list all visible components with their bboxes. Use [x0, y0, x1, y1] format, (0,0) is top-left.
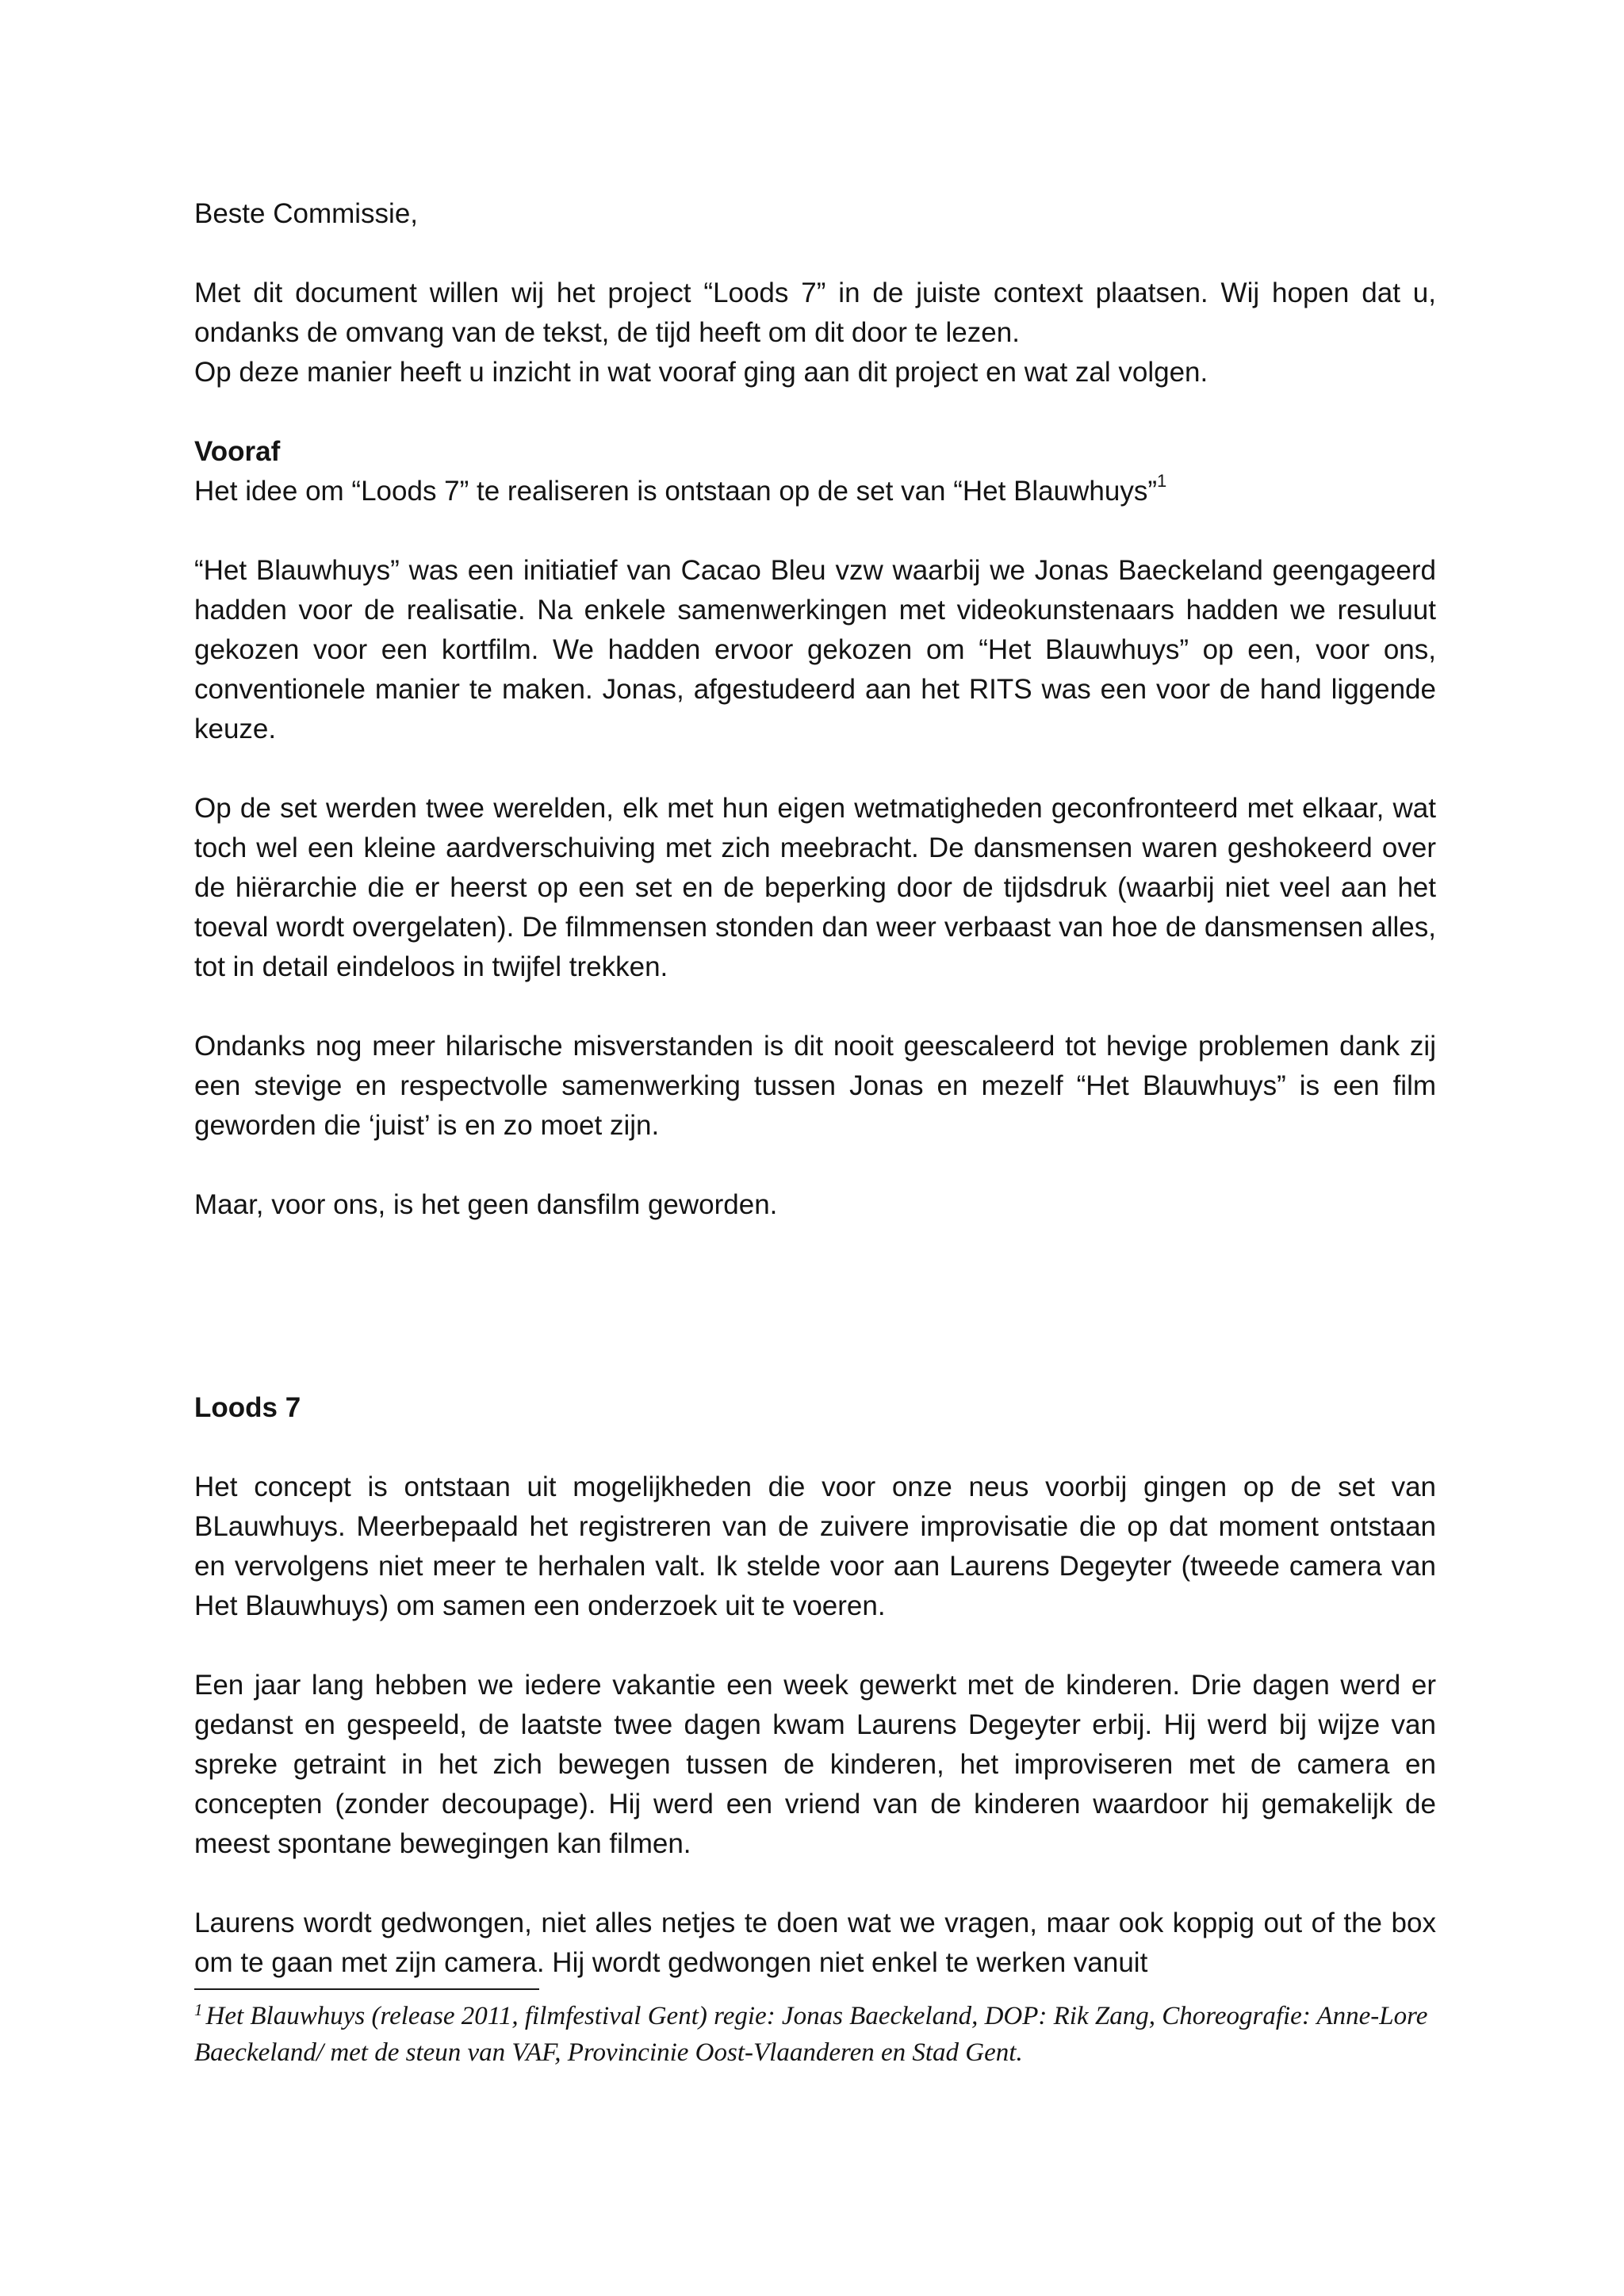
- intro-paragraph-continuation: Op deze manier heeft u inzicht in wat vooraf ging aan dit project en wat zal volgen.: [194, 357, 1208, 388]
- loods7-paragraph: Een jaar lang hebben we iedere vakantie een week gewerkt met de kinderen. Drie dagen werd er gedanst en gespeeld, de laatste twee dagen kwam Laurens Degeyter erbij. Hij werd bij wijze van spreke getraint in het zich bewegen tussen de kinderen, het improviseren met de camera en concepten (zonder decoupage). Hij werd een vriend van de kinderen waardoor hij gemakelijk de meest spontane bewegingen kan filmen.: [194, 1670, 1436, 1859]
- footnote-divider: [194, 1988, 539, 1990]
- intro-paragraph: Met dit document willen wij het project “Loods 7” in de juiste context plaatsen. Wij hopen dat u, ondanks de omvang van de tekst, de tijd heeft om dit door te lezen.: [194, 277, 1436, 348]
- paragraph-spacer: [194, 1428, 1436, 1468]
- footnote-text: Het Blauwhuys (release 2011, filmfestival Gent) regie: Jonas Baeckeland, DOP: Rik Zang, Choreografie: Anne-Lore Baeckeland/ met de steun van VAF, Provincinie Oost-Vlaanderen en Stad Gent.: [194, 2002, 1428, 2067]
- vooraf-lead-text: Het idee om “Loods 7” te realiseren is ontstaan op de set van “Het Blauwhuys”: [194, 476, 1157, 507]
- vooraf-paragraph: “Het Blauwhuys” was een initiatief van Cacao Bleu vzw waarbij we Jonas Baeckeland geengageerd hadden voor de realisatie. Na enkele samenwerkingen met videokunstenaars hadden we resuluut gekozen voor een kortfilm. We hadden ervoor gekozen om “Het Blauwhuys” op een, voor ons, conventionele manier te maken. Jonas, afgestudeerd aan het RITS was een voor de hand liggende keuze.: [194, 555, 1436, 744]
- salutation: Beste Commissie,: [194, 198, 419, 229]
- section-spacer: [194, 1225, 1436, 1388]
- paragraph-spacer: [194, 511, 1436, 551]
- paragraph-spacer: [194, 1626, 1436, 1666]
- letter-body: [194, 194, 1436, 1983]
- vooraf-lead: [194, 472, 1436, 511]
- vooraf-paragraph: Maar, voor ons, is het geen dansfilm geworden.: [194, 1189, 778, 1220]
- paragraph-spacer: [194, 749, 1436, 789]
- footnote: [194, 1999, 1436, 2070]
- paragraph-spacer: [194, 234, 1436, 274]
- paragraph-spacer: [194, 987, 1436, 1027]
- heading-loods7: Loods 7: [194, 1392, 301, 1423]
- vooraf-paragraph: Op de set werden twee werelden, elk met hun eigen wetmatigheden geconfronteerd met elkaar, wat toch wel een kleine aardverschuiving met zich meebracht. De dansmensen waren geshokeerd over de hiërarchie die er heerst op een set en de beperking door de tijdsdruk (waarbij niet veel aan het toeval wordt overgelaten). De filmmensen stonden dan weer verbaast van hoe de dansmensen alles, tot in detail eindeloos in twijfel trekken.: [194, 793, 1436, 982]
- paragraph-spacer: [194, 1146, 1436, 1185]
- footnote-reference[interactable]: 1: [1156, 471, 1167, 492]
- paragraph-spacer: [194, 392, 1436, 432]
- footnote-marker: 1: [194, 2000, 203, 2019]
- loods7-paragraph: Laurens wordt gedwongen, niet alles netjes te doen wat we vragen, maar ook koppig out of the box om te gaan met zijn camera. Hij wordt gedwongen niet enkel te werken vanuit: [194, 1908, 1436, 1978]
- heading-vooraf: Vooraf: [194, 436, 281, 467]
- loods7-paragraph: Het concept is ontstaan uit mogelijkheden die voor onze neus voorbij gingen op de set van BLauwhuys. Meerbepaald het registreren van de zuivere improvisatie die op dat moment ontstaan en vervolgens niet meer te herhalen valt. Ik stelde voor aan Laurens Degeyter (tweede camera van Het Blauwhuys) om samen een onderzoek uit te voeren.: [194, 1471, 1436, 1621]
- footnote-area: [194, 1988, 1436, 2070]
- vooraf-paragraph: Ondanks nog meer hilarische misverstanden is dit nooit geescaleerd tot hevige problemen dank zij een stevige en respectvolle samenwerking tussen Jonas en mezelf “Het Blauwhuys” is een film geworden die ‘juist’ is en zo moet zijn.: [194, 1031, 1436, 1141]
- paragraph-spacer: [194, 1864, 1436, 1904]
